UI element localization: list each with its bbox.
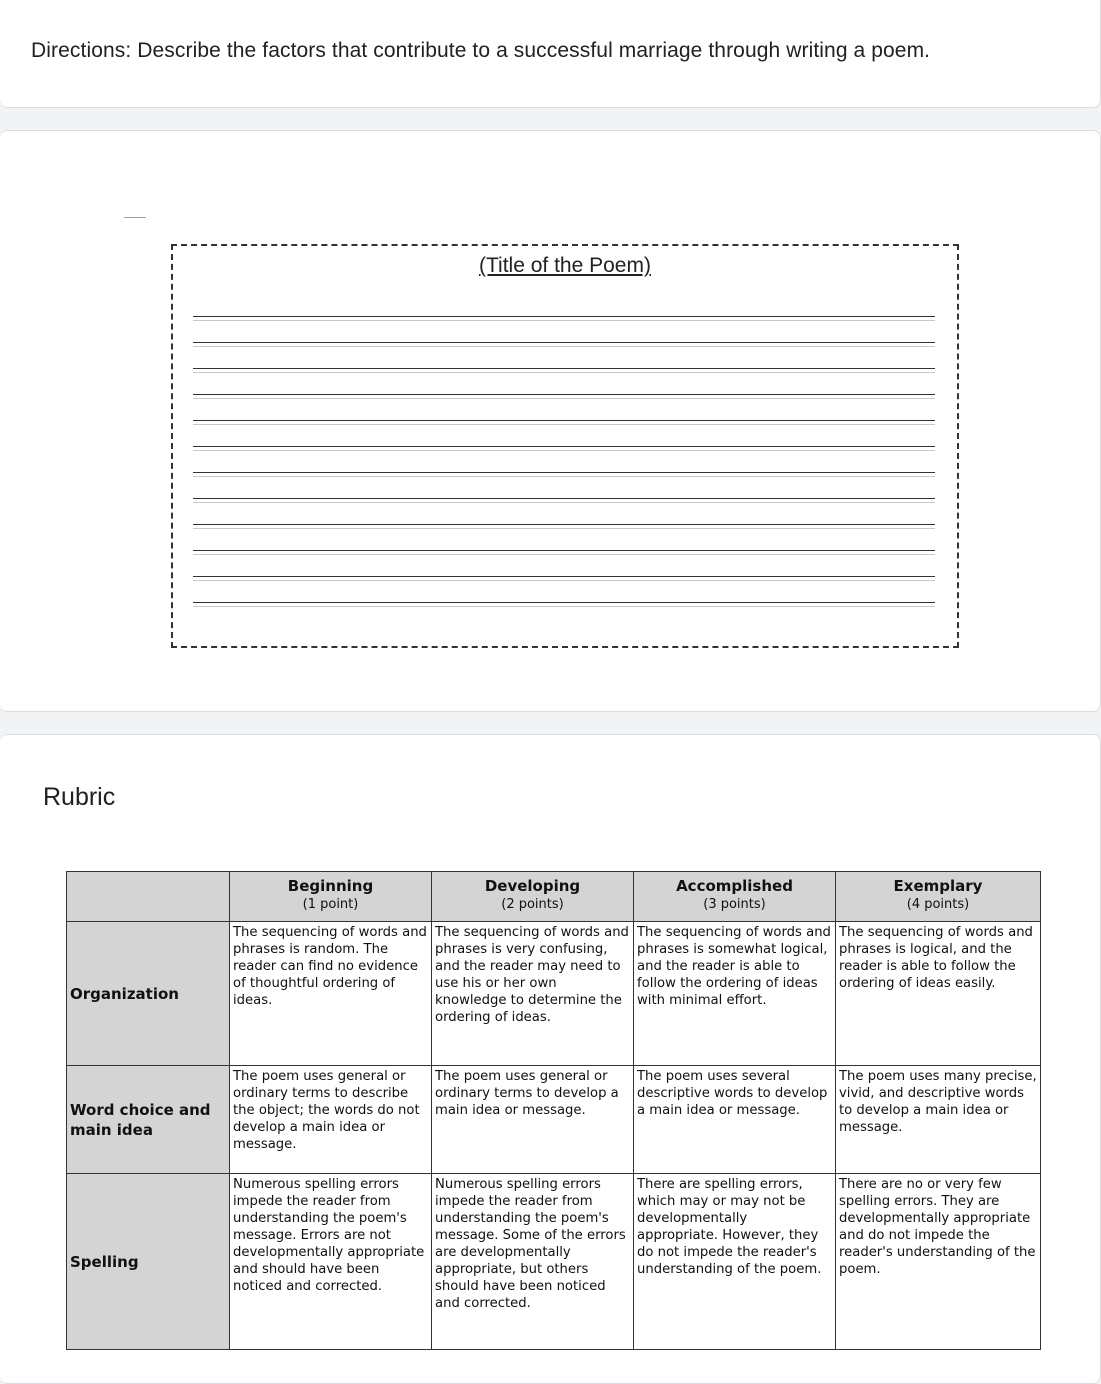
rubric-table: [66, 871, 1041, 1350]
poem-line: [193, 472, 935, 473]
poem-line: [193, 576, 935, 577]
level-name: Exemplary: [893, 877, 983, 895]
rubric-cell: The sequencing of words and phrases is logical, and the reader is able to follow the ordering of ideas easily.: [836, 922, 1041, 1066]
directions-card: [0, 0, 1101, 108]
criterion-label: Spelling: [67, 1174, 230, 1350]
rubric-row-organization: [67, 922, 1041, 1066]
poem-line: [193, 420, 935, 421]
level-name: Developing: [484, 877, 581, 895]
rubric-cell: The poem uses several descriptive words to develop a main idea or message.: [634, 1066, 836, 1174]
rubric-row-spelling: [67, 1174, 1041, 1350]
poem-template-box: [171, 244, 959, 648]
level-beginning: [230, 872, 432, 922]
level-points: (3 points): [703, 897, 766, 912]
poem-line: [193, 524, 935, 525]
rubric-cell: The poem uses general or ordinary terms to develop a main idea or message.: [432, 1066, 634, 1174]
rubric-cell: The poem uses many precise, vivid, and descriptive words to develop a main idea or message.: [836, 1066, 1041, 1174]
poem-line: [193, 316, 935, 317]
poem-line: [193, 368, 935, 369]
level-accomplished: [634, 872, 836, 922]
poem-line: [193, 394, 935, 395]
level-points: (4 points): [906, 897, 970, 912]
rubric-heading: Rubric: [43, 783, 116, 811]
rubric-cell: The sequencing of words and phrases is very confusing, and the reader may need to use his or her own knowledge to determine the ordering of ideas.: [432, 922, 634, 1066]
poem-line: [193, 446, 935, 447]
level-exemplary: [836, 872, 1041, 922]
criterion-label: Organization: [67, 922, 230, 1066]
poem-title: (Title of the Poem): [479, 254, 651, 277]
rubric-cell: Numerous spelling errors impede the reader from understanding the poem's message. Errors are not developmentally appropriate and should have been noticed and corrected.: [230, 1174, 432, 1350]
poem-image-card: [0, 130, 1101, 712]
poem-line: [193, 498, 935, 499]
divider: [124, 217, 146, 218]
poem-line: [193, 602, 935, 603]
rubric-header-row: [67, 872, 1041, 922]
level-points: (1 point): [302, 897, 359, 912]
rubric-cell: There are no or very few spelling errors. They are developmentally appropriate and do not impede the reader's understanding of the poem.: [836, 1174, 1041, 1350]
rubric-card: [0, 734, 1101, 1384]
rubric-cell: The poem uses general or ordinary terms to describe the object; the words do not develop a main idea or message.: [230, 1066, 432, 1174]
level-points: (2 points): [501, 897, 564, 912]
rubric-corner-cell: [67, 872, 230, 922]
rubric-cell: The sequencing of words and phrases is random. The reader can find no evidence of thoughtful ordering of ideas.: [230, 922, 432, 1066]
rubric-cell: The sequencing of words and phrases is somewhat logical, and the reader is able to follow the ordering of ideas with minimal effort.: [634, 922, 836, 1066]
rubric-row-word-choice: [67, 1066, 1041, 1174]
rubric-cell: Numerous spelling errors impede the reader from understanding the poem's message. Some of the errors are developmentally appropriate, but others should have been noticed and corrected.: [432, 1174, 634, 1350]
directions-text: Directions: Describe the factors that contribute to a successful marriage through writing a poem.: [31, 39, 931, 62]
rubric-cell: There are spelling errors, which may or may not be developmentally appropriate. However, they do not impede the reader's understanding of the poem.: [634, 1174, 836, 1350]
level-name: Accomplished: [676, 877, 793, 895]
poem-line: [193, 550, 935, 551]
level-name: Beginning: [287, 877, 374, 895]
level-developing: [432, 872, 634, 922]
criterion-label: Word choice and main idea: [67, 1066, 230, 1174]
poem-line: [193, 342, 935, 343]
